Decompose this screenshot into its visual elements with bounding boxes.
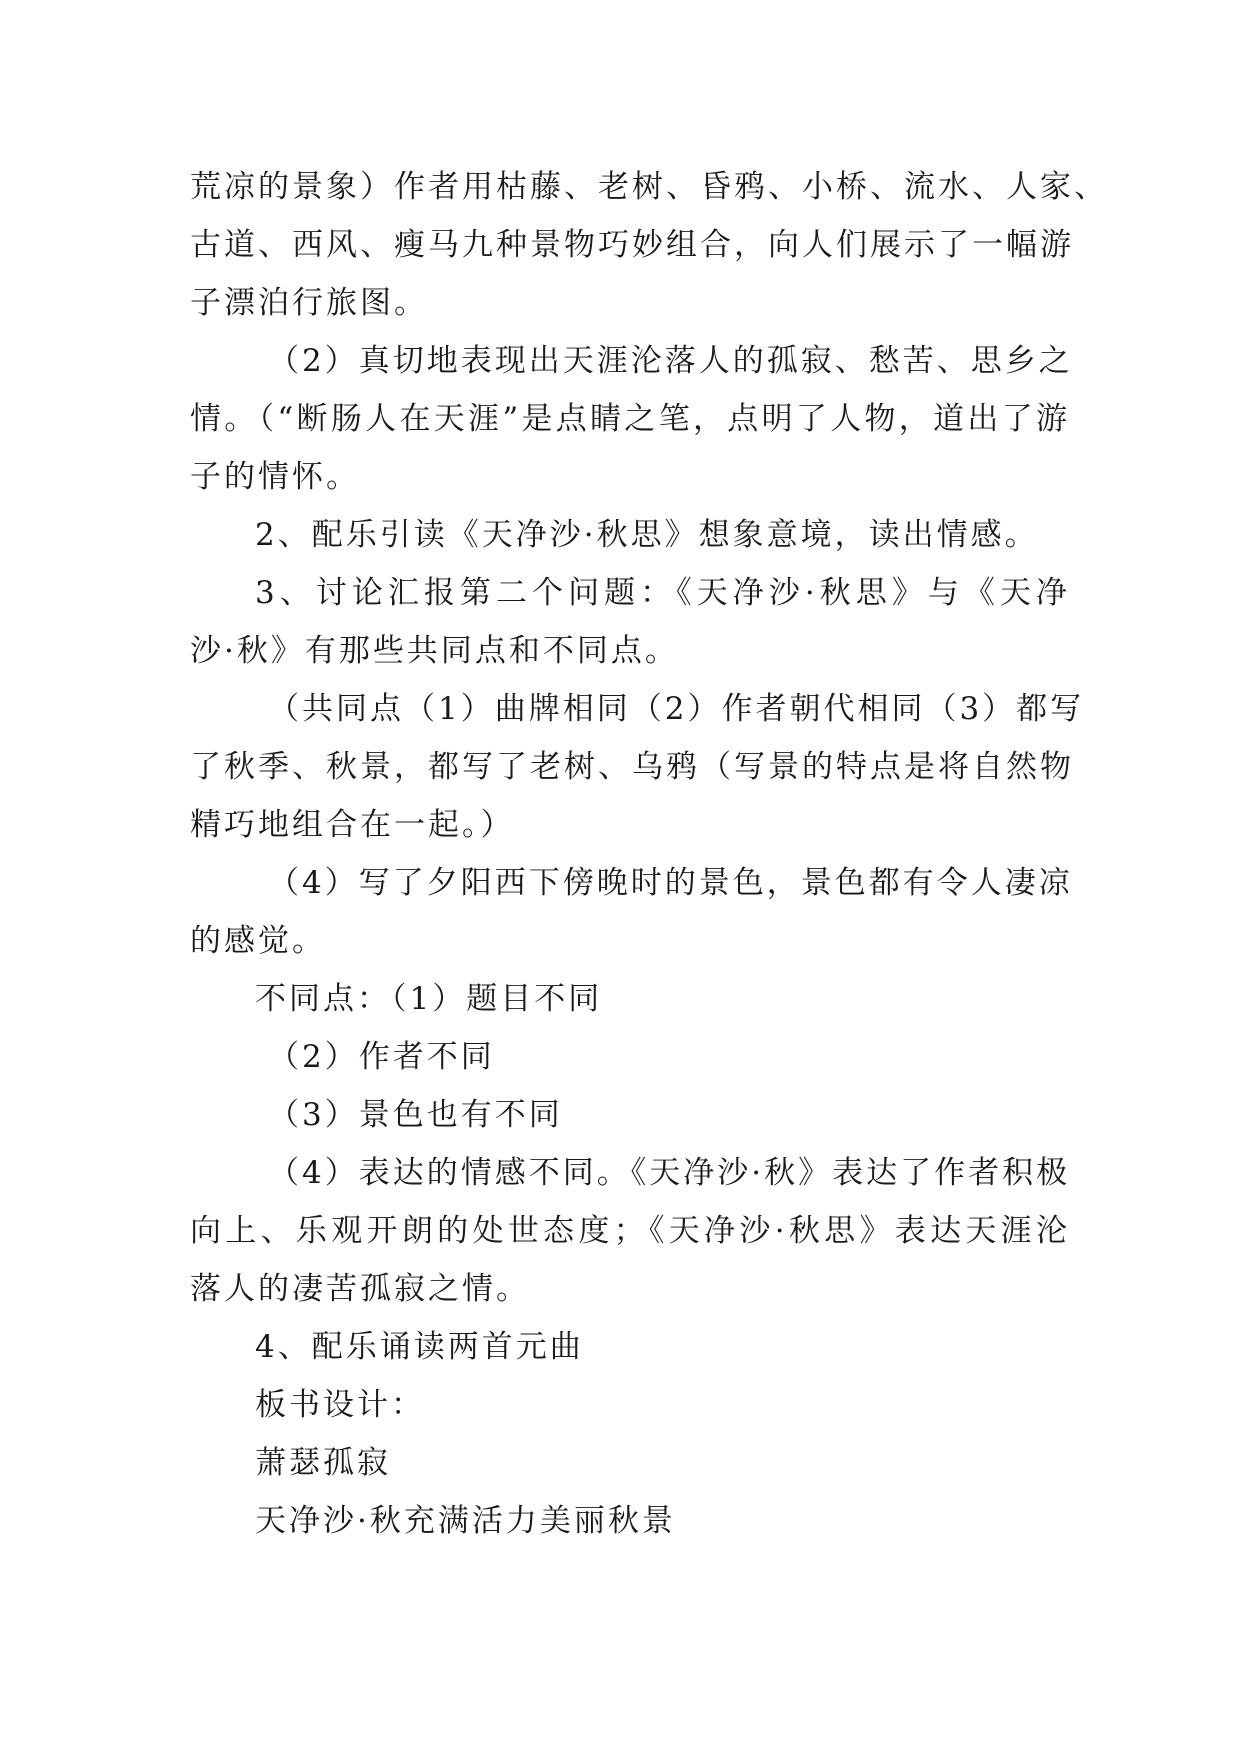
text-line-15: 不同点：（1）题目不同 [255, 981, 603, 1017]
text-line-17: （3）景色也有不同 [268, 1097, 563, 1133]
text-line-18: （4）表达的情感不同。《天净沙·秋》表达了作者积极 [268, 1155, 1071, 1191]
text-line-22: 板书设计： [255, 1387, 425, 1423]
text-line-24: 天净沙·秋充满活力美丽秋景 [255, 1503, 676, 1539]
text-line-7: 2、配乐引读《天净沙·秋思》想象意境，读出情感。 [255, 517, 1039, 553]
text-line-1: 荒凉的景象）作者用枯藤、老树、昏鸦、小桥、流水、人家、 [190, 169, 1108, 205]
text-line-2: 古道、西风、瘦马九种景物巧妙组合，向人们展示了一幅游 [190, 227, 1074, 263]
text-line-12: 精巧地组合在一起。） [190, 807, 515, 843]
text-line-11: 了秋季、秋景，都写了老树、乌鸦（写景的特点是将自然物 [190, 749, 1074, 785]
text-line-9: 沙·秋》有那些共同点和不同点。 [190, 633, 679, 669]
text-line-20: 落人的凄苦孤寂之情。 [190, 1271, 530, 1307]
text-line-8: 3、讨论汇报第二个问题：《天净沙·秋思》与《天净 [255, 575, 1070, 611]
text-line-4: （2）真切地表现出天涯沦落人的孤寂、愁苦、思乡之 [268, 343, 1073, 379]
text-line-23: 萧瑟孤寂 [255, 1445, 391, 1481]
text-line-21: 4、配乐诵读两首元曲 [255, 1329, 584, 1365]
text-line-16: （2）作者不同 [268, 1039, 495, 1075]
text-line-3: 子漂泊行旅图。 [190, 285, 428, 321]
text-line-5: 情。（“断肠人在天涯”是点睛之笔，点明了人物，道出了游 [190, 401, 1070, 437]
text-line-19: 向上、乐观开朗的处世态度；《天净沙·秋思》表达天涯沦 [190, 1213, 1070, 1249]
text-line-10: （共同点（1）曲牌相同（2）作者朝代相同（3）都写 [268, 691, 1085, 727]
text-line-13: （4）写了夕阳西下傍晚时的景色，景色都有令人凄凉 [268, 865, 1073, 901]
text-line-6: 子的情怀。 [190, 459, 360, 495]
text-line-14: 的感觉。 [190, 923, 326, 959]
